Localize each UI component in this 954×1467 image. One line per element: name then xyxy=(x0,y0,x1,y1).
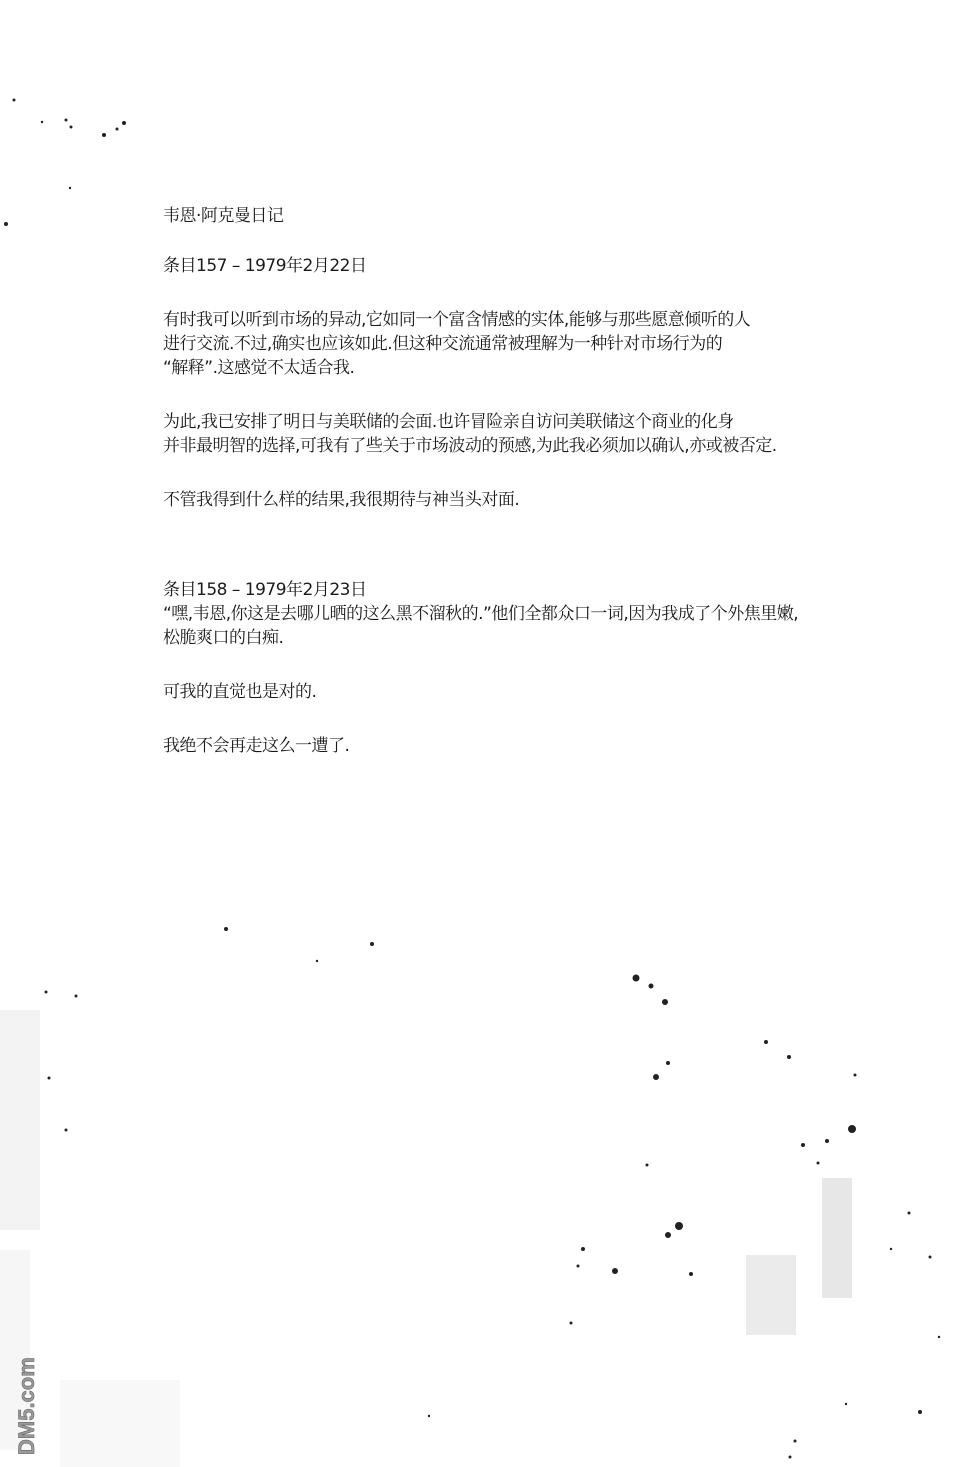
site-logo-watermark xyxy=(6,1350,46,1460)
entry-158-paragraph-1-line-2: 松脆爽口的白痴. xyxy=(163,628,284,648)
entry-157-heading: 条目157 – 1979年2月22日 xyxy=(163,256,367,276)
entry-157-paragraph-1-line-2: 进行交流.不过,确实也应该如此.但这种交流通常被理解为一种针对市场行为的 xyxy=(163,334,723,354)
entry-157-paragraph-2-line-2: 并非最明智的选择,可我有了些关于市场波动的预感,为此我必须加以确认,亦或被否定. xyxy=(163,436,777,456)
diary-title: 韦恩·阿克曼日记 xyxy=(163,206,284,226)
entry-158-paragraph-1-line-1: “嘿,韦恩,你这是去哪儿晒的这么黑不溜秋的.”他们全都众口一词,因为我成了个外焦里嫩, xyxy=(163,604,799,624)
entry-158-heading: 条目158 – 1979年2月23日 xyxy=(163,580,367,600)
diary-text xyxy=(163,204,843,758)
watermark-text: DM5.com xyxy=(14,1357,39,1455)
entry-158-paragraph-3: 我绝不会再走这么一遭了. xyxy=(163,736,350,756)
entry-157-paragraph-1-line-1: 有时我可以听到市场的异动,它如同一个富含情感的实体,能够与那些愿意倾听的人 xyxy=(163,310,751,330)
entry-157-paragraph-1-line-3: “解释”.这感觉不太适合我. xyxy=(163,358,355,378)
entry-158-paragraph-2: 可我的直觉也是对的. xyxy=(163,682,317,702)
entry-157-paragraph-2-line-1: 为此,我已安排了明日与美联储的会面.也许冒险亲自访问美联储这个商业的化身 xyxy=(163,412,734,432)
entry-157-paragraph-3: 不管我得到什么样的结果,我很期待与神当头对面. xyxy=(163,490,520,510)
